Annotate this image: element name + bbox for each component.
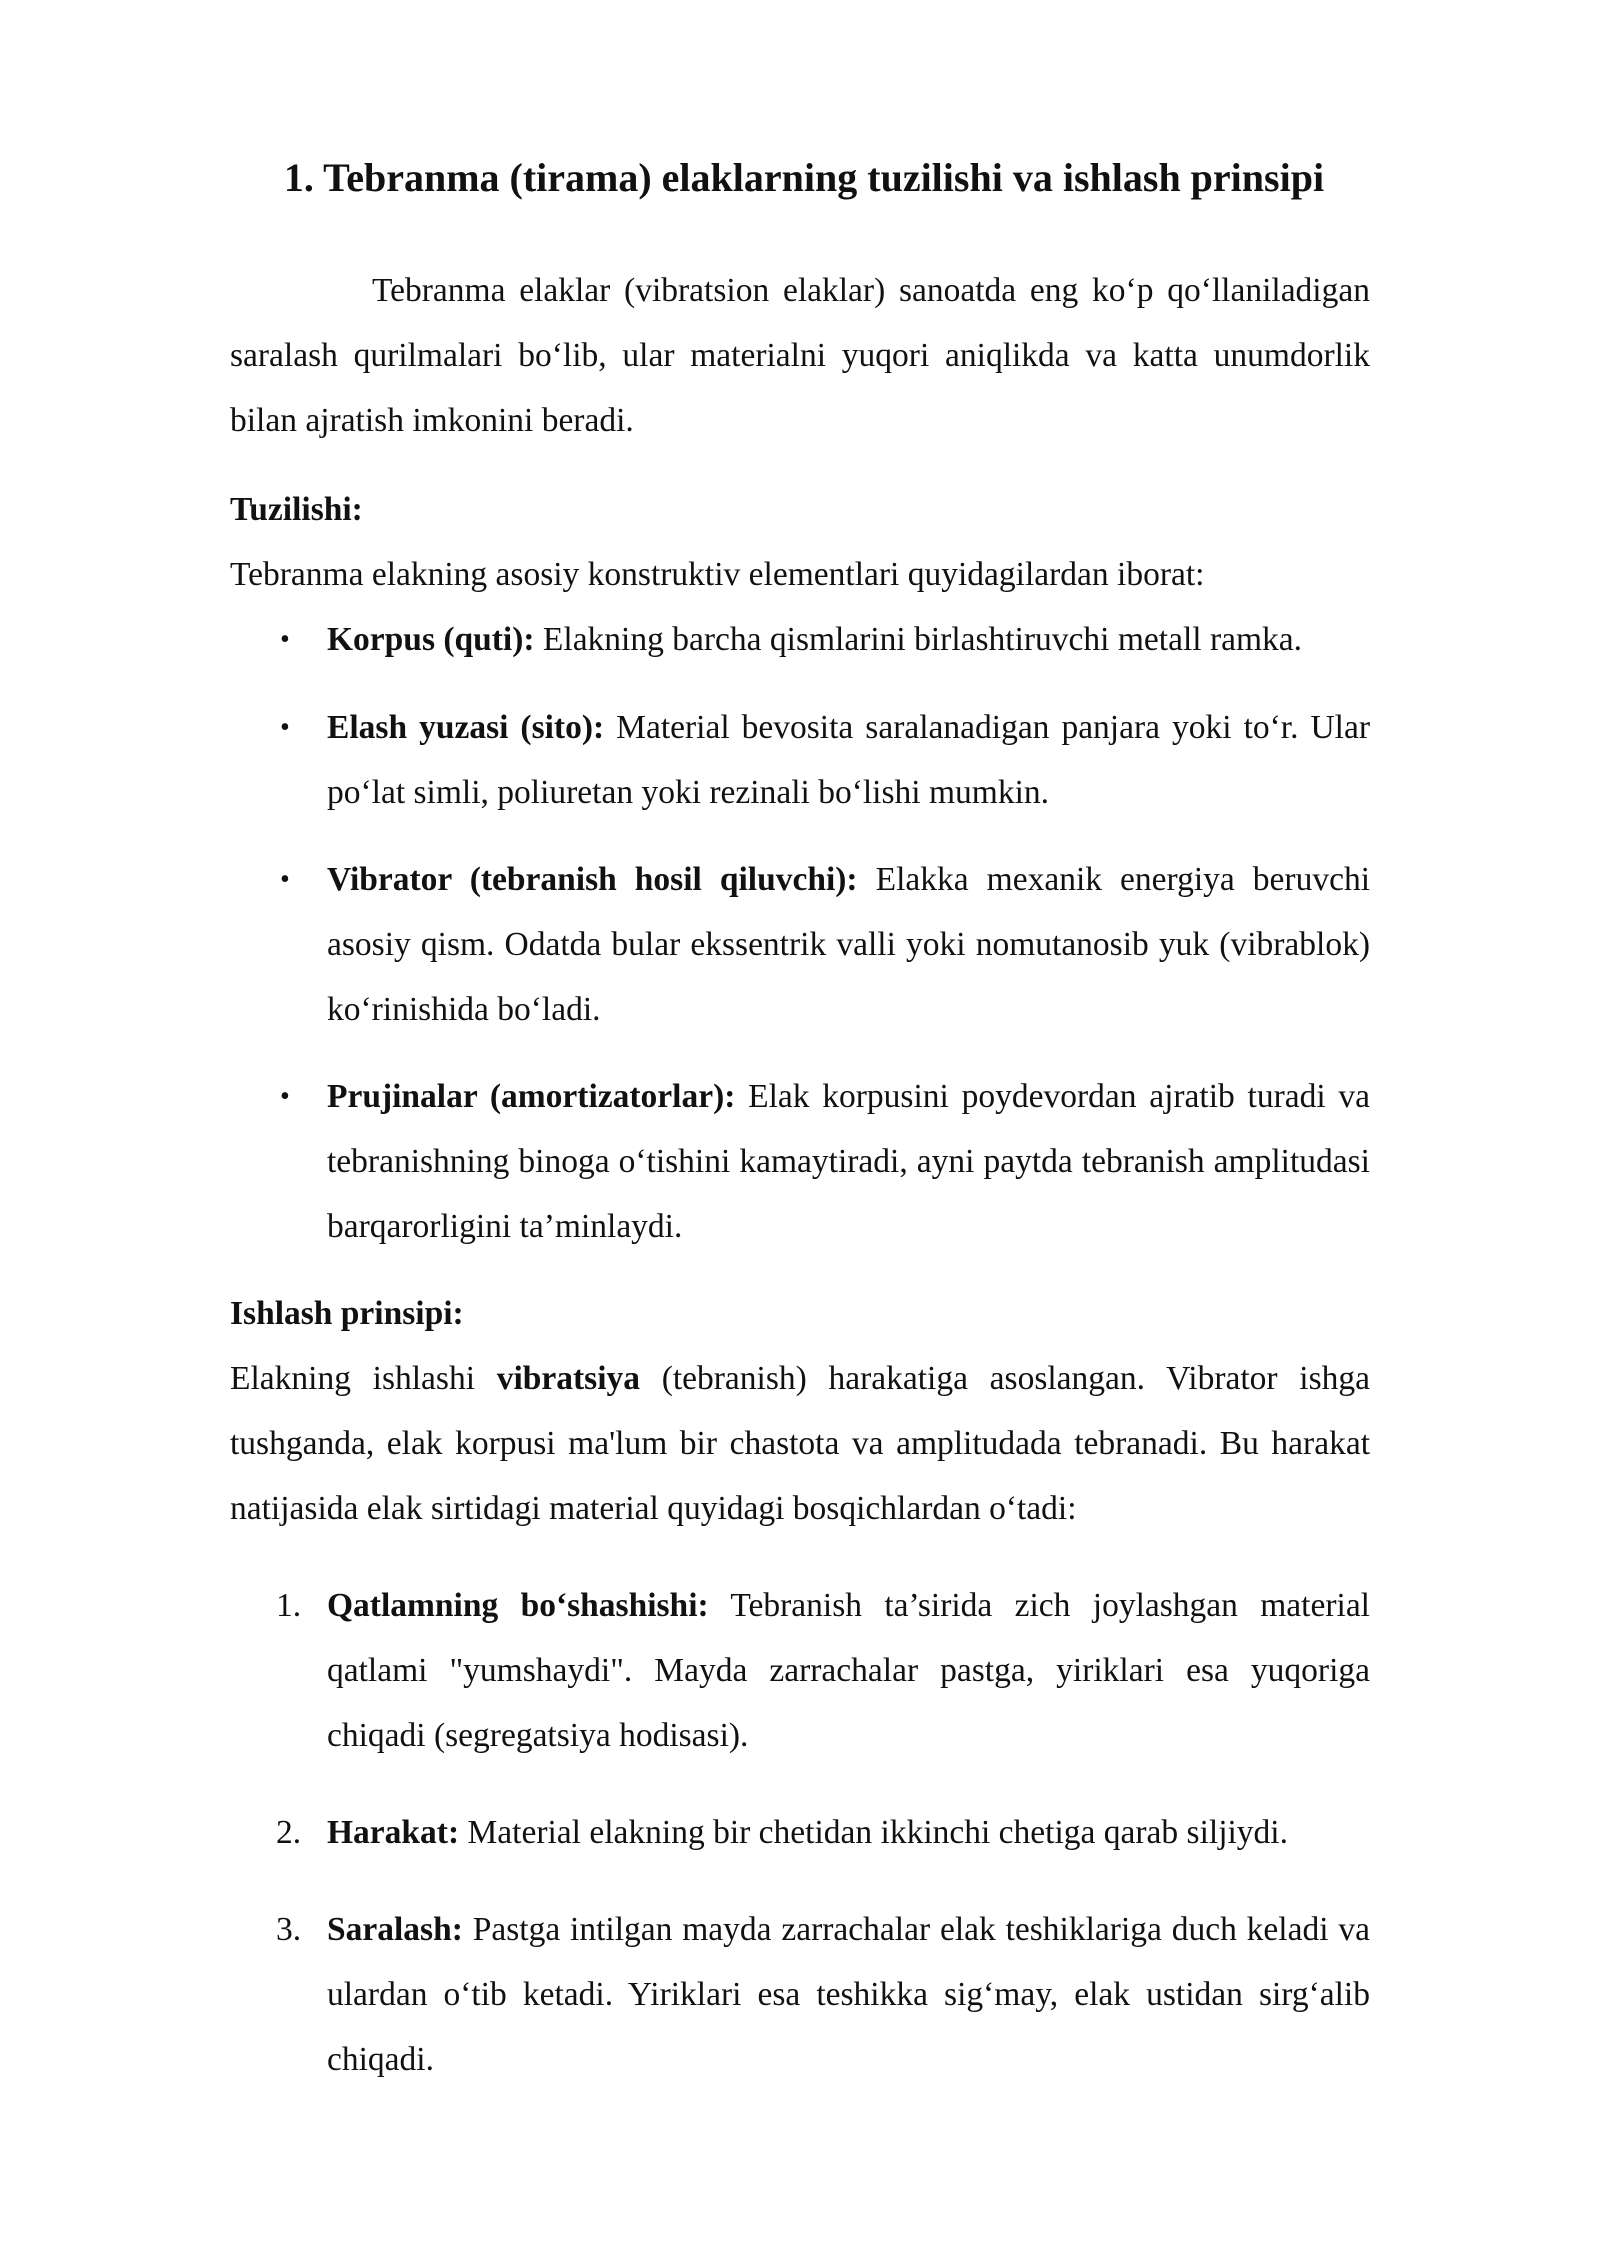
step-number: 1. (276, 1587, 302, 1624)
principle-lead-keyword: vibratsiya (496, 1360, 640, 1397)
structure-list (230, 607, 1370, 1259)
step-text: Material elakning bir chetidan ikkinchi chetiga qarab siljiydi. (459, 1814, 1288, 1851)
structure-lead: Tebranma elakning asosiy konstruktiv elementlari quyidagilardan iborat: (230, 556, 1205, 593)
principle-lead-start: Elakning ishlashi (230, 1360, 497, 1397)
step-term: Saralash: (327, 1911, 463, 1948)
step-text: Pastga intilgan mayda zarrachalar elak teshiklariga duch keladi va ulardan o‘tib ketadi. Yiriklari esa teshikka sig‘may, elak ustidan sirg‘alib chiqadi. (327, 1911, 1370, 2078)
item-term: Vibrator (tebranish hosil qiluvchi): (327, 861, 858, 898)
list-item (230, 607, 1370, 672)
principle-lead (230, 1346, 1370, 1541)
item-text: Material bevosita saralanadigan panjara yoki to‘r. Ular po‘lat simli, poliuretan yoki rezinali bo‘lishi mumkin. (327, 709, 1371, 811)
step-number: 3. (276, 1911, 302, 1948)
item-text: Elakka mexanik energiya beruvchi asosiy qism. Odatda bular ekssentrik valli yoki nomutanosib yuk (vibrablok) ko‘rinishida bo‘ladi. (327, 861, 1370, 1028)
bullet-icon: • (280, 712, 290, 743)
principle-lead-end: (tebranish) harakatiga asoslangan. Vibrator ishga tushganda, elak korpusi ma'lum bir chastota va amplitudada tebranadi. Bu harakat natijasida elak sirtidagi material quyidagi bosqichlardan o‘tadi: (230, 1360, 1370, 1527)
step-number: 2. (276, 1814, 302, 1851)
list-item (230, 695, 1370, 825)
bullet-icon: • (280, 624, 290, 655)
bullet-icon: • (280, 1081, 290, 1112)
step-term: Harakat: (327, 1814, 460, 1851)
item-term: Elash yuzasi (sito): (327, 709, 605, 746)
list-item (230, 1064, 1370, 1259)
document-title: 1. Tebranma (tirama) elaklarning tuzilishi va ishlash prinsipi (283, 155, 1325, 200)
list-item (230, 1573, 1370, 1768)
item-text: Elakning barcha qismlarini birlashtiruvchi metall ramka. (534, 621, 1303, 658)
list-item (230, 847, 1370, 1042)
item-term: Korpus (quti): (327, 621, 535, 658)
structure-heading: Tuzilishi: (230, 491, 363, 528)
step-text: Tebranish ta’sirida zich joylashgan material qatlami "yumshaydi". Mayda zarrachalar pastga, yiriklari esa yuqoriga chiqadi (segregatsiya hodisasi). (327, 1587, 1370, 1754)
item-term: Prujinalar (amortizatorlar): (327, 1078, 736, 1115)
principle-heading: Ishlash prinsipi: (230, 1295, 464, 1332)
list-item (230, 1897, 1370, 2092)
bullet-icon: • (280, 864, 290, 895)
intro-paragraph: Tebranma elaklar (vibratsion elaklar) sanoatda eng ko‘p qo‘llaniladigan saralash qurilmalari bo‘lib, ular materialni yuqori aniqlikda va katta unumdorlik bilan ajratish imkonini beradi. (230, 272, 1370, 439)
list-item (230, 1800, 1370, 1865)
principle-steps (230, 1573, 1370, 2092)
step-term: Qatlamning bo‘shashishi: (327, 1587, 709, 1624)
item-text: Elak korpusini poydevordan ajratib turadi va tebranishning binoga o‘tishini kamaytiradi, ayni paytda tebranish amplitudasi barqarorligini ta’minlaydi. (327, 1078, 1371, 1245)
